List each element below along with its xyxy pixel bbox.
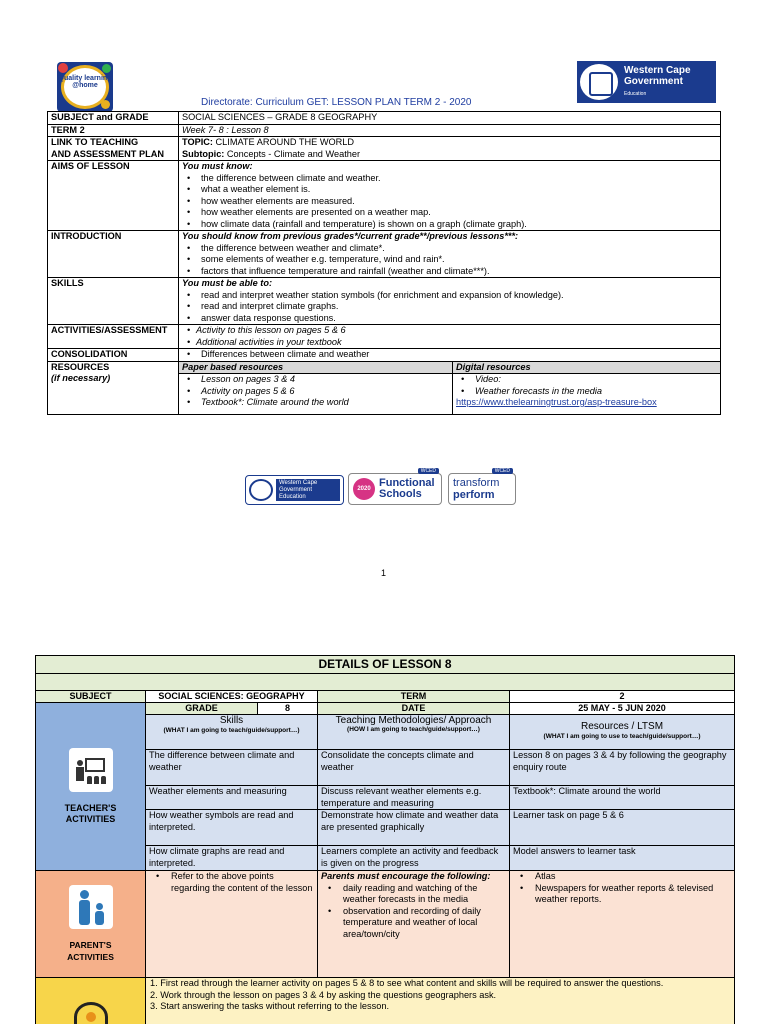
lesson-plan-table: [47, 111, 721, 415]
teacher-method: Demonstrate how climate and weather data are presented graphically: [318, 810, 510, 846]
grade-value: 8: [258, 703, 318, 715]
skills-value: [179, 278, 721, 325]
list-item: • Activity on pages 5 & 6: [182, 386, 449, 398]
digital-resources: [453, 374, 721, 415]
parent-resources: [510, 871, 735, 978]
list-item: • Lesson on pages 3 & 4: [182, 374, 449, 386]
teacher-resource: Lesson 8 on pages 3 & 4 by following the geography enquiry route: [510, 750, 735, 786]
table-row: [36, 871, 735, 978]
teacher-method: Consolidate the concepts climate and weather: [318, 750, 510, 786]
activities-value: [179, 325, 721, 349]
fs-title-2: Schools: [379, 488, 422, 500]
list-item: • observation and recording of daily temperature and weather of local area/town/city: [321, 906, 506, 941]
list-item: • Video:: [456, 374, 717, 386]
table-row: [48, 278, 721, 325]
list-item: • Differences between climate and weather: [182, 349, 717, 361]
activities-list: [182, 325, 717, 348]
teacher-skill: How climate graphs are read and interpreted.: [146, 846, 318, 871]
wced-tag: WCED: [418, 468, 439, 474]
table-row: [36, 691, 735, 703]
list-item: • how weather elements are presented on a weather map.: [182, 207, 717, 219]
lesson-details-table: [35, 655, 735, 1024]
aims-list: [182, 173, 717, 231]
teacher-skill: Weather elements and measuring: [146, 786, 318, 810]
table-row: [48, 161, 721, 231]
skills-col-title: Skills: [219, 715, 244, 726]
page-number: 1: [381, 568, 387, 578]
paper-resources: [179, 374, 453, 415]
list-item: • Textbook*: Climate around the world: [182, 397, 449, 409]
tp-line-1: transform: [453, 477, 500, 489]
list-item: • Additional activities in your textbook: [182, 337, 717, 349]
fs-title-1: Functional: [379, 477, 435, 489]
list-item: • what a weather element is.: [182, 184, 717, 196]
functional-schools-logo: [348, 468, 442, 505]
teacher-method: Learners complete an activity and feedback is given on the progress: [318, 846, 510, 871]
list-item: • Activity to this lesson on pages 5 & 6: [182, 325, 717, 337]
resources-col-title: Resources / LTSM: [580, 721, 664, 732]
table-row: [48, 361, 721, 374]
date-value: 25 MAY - 5 JUN 2020: [510, 703, 735, 715]
teacher-skill: How weather symbols are read and interpreted.: [146, 810, 318, 846]
term-value: 2: [510, 691, 735, 703]
methods-col-sub: (HOW I am going to teach/guide/support…): [347, 726, 480, 733]
parent-resources-list: [513, 871, 731, 906]
term-value: Week 7- 8 : Lesson 8: [179, 124, 721, 137]
consolidation-list: [182, 349, 717, 361]
teacher-icon: [69, 748, 113, 792]
methods-col-title: Teaching Methodologies/ Approach: [335, 715, 492, 726]
resources-label-text: RESOURCES: [51, 361, 110, 372]
footer-wcg-logo: [245, 475, 344, 505]
term-label: TERM: [318, 691, 510, 703]
wcg-logo-title: Western Cape Government: [624, 65, 691, 87]
digital-resources-heading: Digital resources: [453, 361, 721, 374]
table-row: [48, 112, 721, 125]
quality-learning-logo: [57, 62, 113, 112]
learner-steps-list: [149, 978, 731, 1013]
parent-methods: [318, 871, 510, 978]
tp-line-2: perform: [453, 489, 495, 501]
link-value: [179, 137, 721, 161]
list-item: 3. Start answering the tasks without referring to the lesson.: [150, 1001, 389, 1011]
activities-label: ACTIVITIES/ASSESSMENT: [48, 325, 179, 349]
fs-badge: 2020: [353, 478, 375, 500]
western-cape-government-logo: [577, 61, 716, 103]
consolidation-label: CONSOLIDATION: [48, 349, 179, 362]
list-item: • how weather elements are measured.: [182, 196, 717, 208]
directorate-title: Directorate: Curriculum GET: LESSON PLAN TERM 2 - 2020: [201, 97, 472, 108]
table-row: [48, 325, 721, 349]
subject-value: SOCIAL SCIENCES: GEOGRAPHY: [146, 691, 318, 703]
list-item: • the difference between weather and climate*.: [182, 243, 717, 255]
resources-col-sub: (WHAT I am going to use to teach/guide/support…): [543, 732, 701, 740]
learner-steps: [146, 978, 735, 1024]
teacher-skill: The difference between climate and weather: [146, 750, 318, 786]
teacher-label-2: ACTIVITIES: [65, 814, 116, 824]
introduction-heading: You should know from previous grades*/current grade**/previous lessons***:: [182, 231, 519, 241]
crest-icon: [580, 64, 618, 100]
parent-method-heading: Parents must encourage the following:: [321, 871, 491, 881]
blank-row: [36, 674, 735, 691]
list-item: • Newspapers for weather reports & televised weather reports.: [513, 883, 731, 906]
wcg-logo-sub: Education: [624, 91, 647, 97]
list-item: • read and interpret climate graphs.: [182, 301, 717, 313]
aims-label: AIMS OF LESSON: [48, 161, 179, 231]
list-item: • Weather forecasts in the media: [456, 386, 717, 398]
table-row: [48, 231, 721, 278]
subject-label: SUBJECT: [36, 691, 146, 703]
learner-icon: [74, 1002, 108, 1024]
list-item: 2. Work through the lesson on pages 3 & 4 by asking the questions geographers ask.: [150, 989, 497, 1000]
aims-heading: You must know:: [182, 161, 253, 171]
parent-activities-cell: [36, 871, 146, 978]
skills-heading: You must be able to:: [182, 278, 273, 288]
table-row: [36, 703, 735, 715]
list-item: 1. First read through the learner activity on pages 5 & 8 to see what content and skills will be required to answer the questions.: [150, 978, 664, 988]
consolidation-value: [179, 349, 721, 362]
table-row: [48, 124, 721, 137]
digital-resource-link[interactable]: https://www.thelearningtrust.org/asp-treasure-box: [456, 397, 657, 407]
skills-label: SKILLS: [48, 278, 179, 325]
link-label-line1: LINK TO TEACHING: [51, 137, 139, 147]
skills-col-head: [146, 715, 318, 750]
list-item: • some elements of weather e.g. temperature, wind and rain*.: [182, 254, 717, 266]
teacher-resource: Learner task on page 5 & 6: [510, 810, 735, 846]
list-item: • factors that influence temperature and rainfall (weather and climate***).: [182, 266, 717, 278]
teacher-label-1: TEACHER'S: [64, 803, 117, 813]
digital-resources-list: [456, 374, 717, 397]
link-label-line2: AND ASSESSMENT PLAN: [51, 148, 164, 159]
list-item: • the difference between climate and weather.: [182, 173, 717, 185]
parent-methods-list: [321, 883, 506, 941]
teacher-resource: Model answers to learner task: [510, 846, 735, 871]
list-item: • daily reading and watching of the weather forecasts in the media: [321, 883, 506, 906]
resources-col-head: [510, 715, 735, 750]
quality-learning-logo-text: Quality learning @home: [58, 75, 112, 89]
term-label: TERM 2: [48, 124, 179, 137]
table-row: [48, 349, 721, 362]
paper-resources-heading: Paper based resources: [179, 361, 453, 374]
parent-skills-list: [149, 871, 314, 894]
skills-list: [182, 290, 717, 325]
teacher-resource: Textbook*: Climate around the world: [510, 786, 735, 810]
date-label: DATE: [318, 703, 510, 715]
list-item: • how climate data (rainfall and temperature) is shown on a graph (climate graph).: [182, 219, 717, 231]
table-row: [36, 978, 735, 1024]
teacher-activities-cell: [36, 703, 146, 871]
subtopic-key: Subtopic:: [182, 148, 225, 159]
footer-wcg-text: Western Cape Government Education: [276, 479, 340, 501]
learner-activities-cell: [36, 978, 146, 1024]
grade-label: GRADE: [146, 703, 258, 715]
list-item: • read and interpret weather station symbols (for enrichment and expansion of knowledge).: [182, 290, 717, 302]
list-item: • answer data response questions.: [182, 313, 717, 325]
parent-child-icon: [69, 885, 113, 929]
subject-grade-value: SOCIAL SCIENCES – GRADE 8 GEOGRAPHY: [179, 112, 721, 125]
aims-value: [179, 161, 721, 231]
table-row: [48, 137, 721, 161]
methods-col-head: [318, 715, 510, 750]
introduction-value: [179, 231, 721, 278]
transform-perform-logo: [448, 468, 516, 505]
crest-icon: [249, 479, 273, 501]
list-item: • Refer to the above points regarding the content of the lesson: [149, 871, 314, 894]
paper-resources-list: [182, 374, 449, 409]
subtopic-value: Concepts - Climate and Weather: [224, 148, 361, 159]
parent-skills: [146, 871, 318, 978]
subject-grade-label: SUBJECT and GRADE: [48, 112, 179, 125]
teacher-method: Discuss relevant weather elements e.g. temperature and measuring: [318, 786, 510, 810]
link-label: [48, 137, 179, 161]
resources-label: [48, 361, 179, 415]
introduction-list: [182, 243, 717, 278]
introduction-label: INTRODUCTION: [48, 231, 179, 278]
skills-col-sub: (WHAT I am going to teach/guide/support…): [163, 726, 300, 734]
details-title: DETAILS OF LESSON 8: [36, 656, 735, 674]
topic-key: TOPIC:: [182, 137, 213, 147]
parent-label-2: ACTIVITIES: [67, 951, 114, 962]
parent-label-1: PARENT'S: [69, 940, 112, 951]
topic-value: CLIMATE AROUND THE WORLD: [212, 137, 355, 147]
resources-label-sub: (if necessary): [51, 373, 111, 383]
list-item: • Atlas: [513, 871, 731, 883]
wced-tag: WCED: [492, 468, 513, 474]
